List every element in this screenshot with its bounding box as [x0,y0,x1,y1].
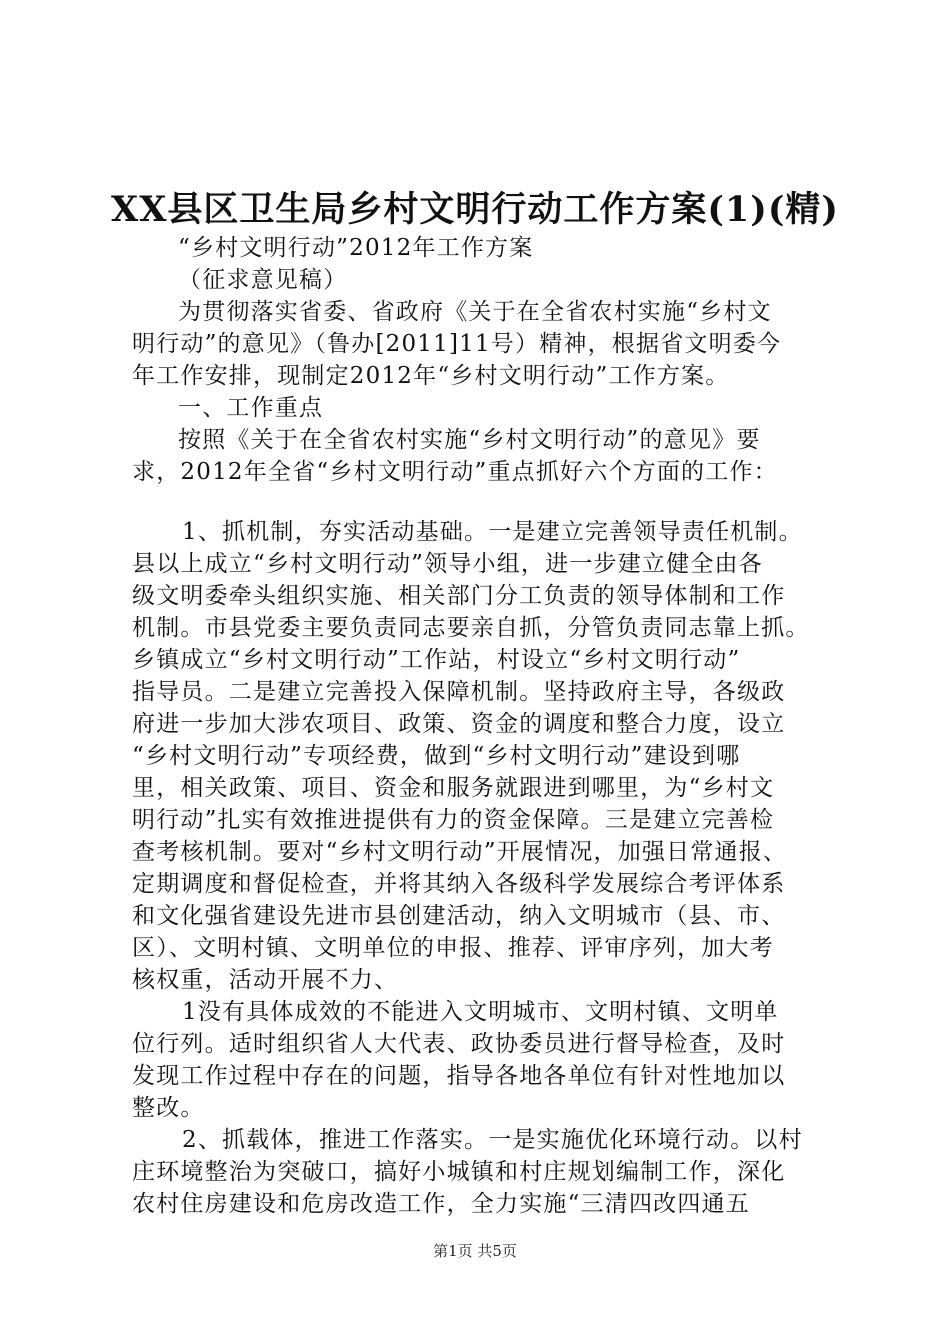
intro-paragraph [132,296,832,392]
paragraph-line: 乡镇成立“乡村文明行动”工作站，村设立“乡村文明行动” [132,647,741,673]
item1-paragraph [132,516,832,996]
paragraph-line: 明行动”的意见》（鲁办[2011]11号）精神，根据省文明委今 [132,331,782,357]
paragraph-line: 年工作安排，现制定2012年“乡村文明行动”工作方案。 [132,363,730,389]
paragraph-line: 机制。市县党委主要负责同志要亲自抓，分管负责同志靠上抓。 [132,615,810,641]
draft-note: （征求意见稿） [178,267,348,293]
paragraph-line: 为贯彻落实省委、省政府《关于在全省农村实施“乡村文 [178,299,772,325]
paragraph-line: 农村住房建设和危房改造工作，全力实施“三清四改四通五 [132,1191,750,1217]
paragraph-line: 1没有具体成效的不能进入文明城市、文明村镇、文明单 [182,999,779,1025]
item2-paragraph [132,1124,832,1220]
paragraph-line: 级文明委牵头组织实施、相关部门分工负责的领导体制和工作 [132,583,786,609]
paragraph-line: 发现工作过程中存在的问题，指导各地各单位有针对性地加以 [132,1063,786,1089]
paragraph-line: 2、抓载体，推进工作落实。一是实施优化环境行动。以村 [182,1127,803,1153]
paragraph-line: 和文化强省建设先进市县创建活动，纳入文明城市（县、市、 [132,903,786,929]
paragraph-line: 里，相关政策、项目、资金和服务就跟进到哪里，为“乡村文 [132,775,775,801]
item1-continued-paragraph [132,996,832,1124]
paragraph-line: 指导员。二是建立完善投入保障机制。坚持政府主导，各级政 [132,679,786,705]
paragraph-line: 明行动”扎实有效推进提供有力的资金保障。三是建立完善检 [132,807,775,833]
section-heading: 一、工作重点 [178,395,324,421]
paragraph-line: 区）、文明村镇、文明单位的申报、推荐、评审序列，加大考 [132,935,774,961]
section1-paragraph [132,424,832,488]
paragraph-line: 查考核机制。要对“乡村文明行动”开展情况，加强日常通报、 [132,839,788,865]
page-number-footer: 第1页 共5页 [433,1242,517,1260]
document-title: XX县区卫生局乡村文明行动工作方案(1)(精) [111,189,839,230]
paragraph-line: 定期调度和督促检查，并将其纳入各级科学发展综合考评体系 [132,871,786,897]
paragraph-line: 位行列。适时组织省人大代表、政协委员进行督导检查，及时 [132,1031,786,1057]
paragraph-line: 求，2012年全省“乡村文明行动”重点抓好六个方面的工作： [132,459,778,485]
paragraph-line: 按照《关于在全省农村实施“乡村文明行动”的意见》要 [178,427,761,453]
paragraph-line: 1、抓机制，夯实活动基础。一是建立完善领导责任机制。 [182,519,803,545]
document-subtitle: “乡村文明行动”2012年工作方案 [178,235,534,261]
paragraph-line: 核权重，活动开展不力、 [132,967,399,993]
paragraph-line: 县以上成立“乡村文明行动”领导小组，进一步建立健全由各 [132,551,763,577]
document-body [132,232,832,1220]
paragraph-line: 庄环境整治为突破口，搞好小城镇和村庄规划编制工作，深化 [132,1159,786,1185]
paragraph-gap [132,488,832,516]
paragraph-line: “乡村文明行动”专项经费，做到“乡村文明行动”建设到哪 [132,743,741,769]
paragraph-line: 府进一步加大涉农项目、政策、资金的调度和整合力度，设立 [132,711,786,737]
paragraph-line: 整改。 [132,1095,205,1121]
